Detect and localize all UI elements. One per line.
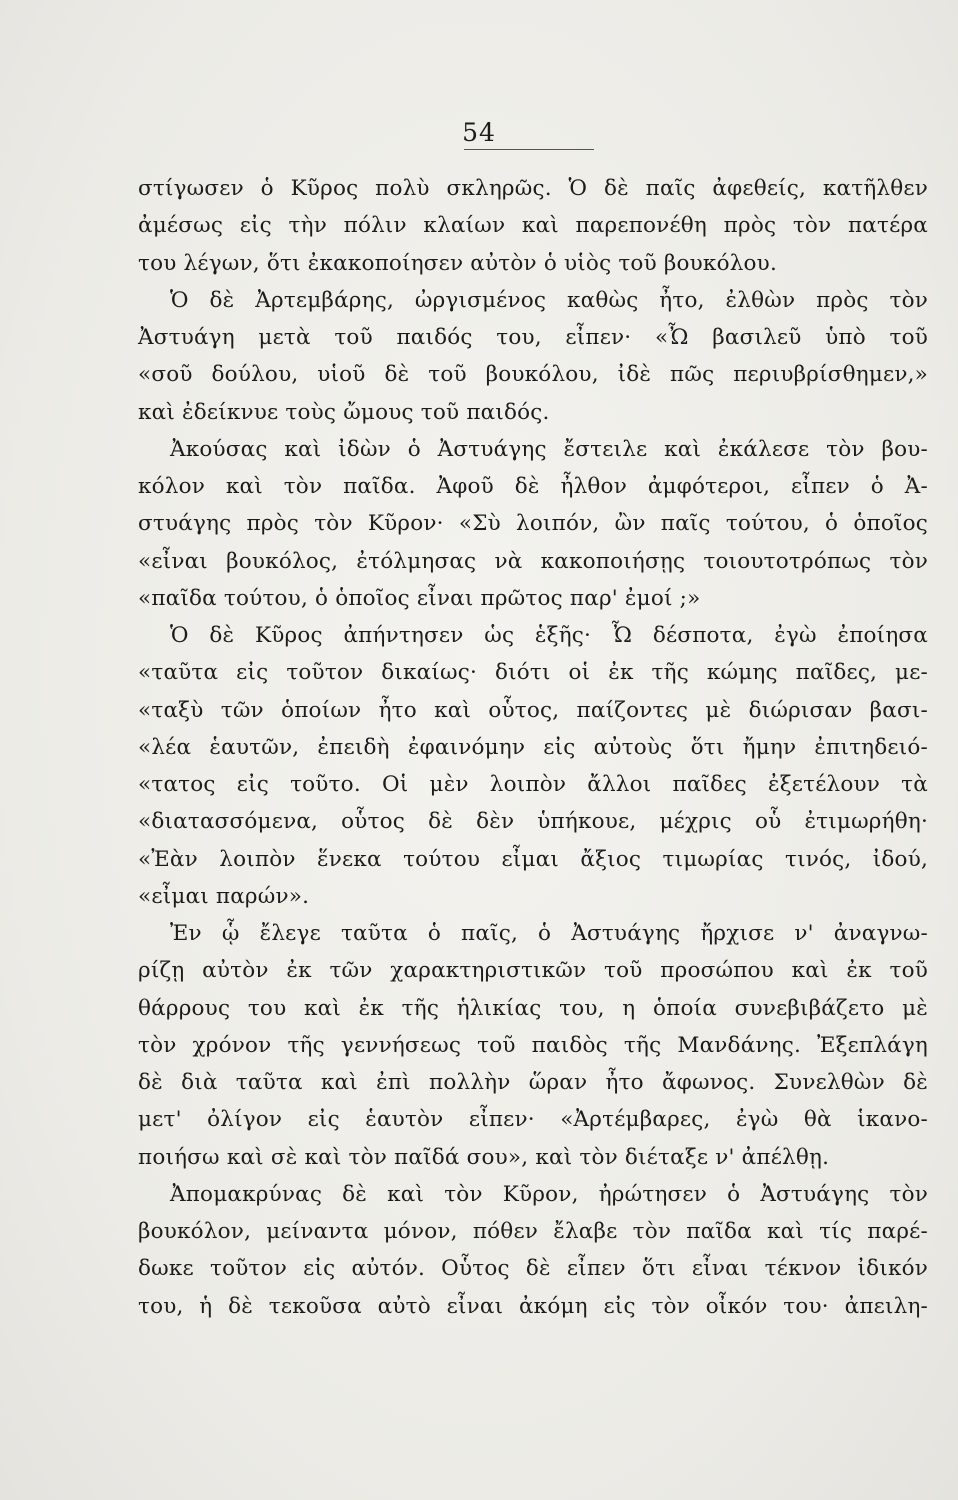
text-line: στίγωσεν ὁ Κῦρος πολὺ σκληρῶς. Ὁ δὲ παῖς ἀφεθείς, κατῆλθεν xyxy=(138,176,928,201)
text-line: μετ' ὀλίγον εἰς ἑαυτὸν εἶπεν· «Ἀρτέμβαρες, ἐγὼ θὰ ἱκανο- xyxy=(138,1107,928,1133)
text-line: «εἶμαι παρών». xyxy=(138,883,310,909)
text-line: ρίζῃ αὐτὸν ἐκ τῶν χαρακτηριστικῶν τοῦ προσώπου καὶ ἐκ τοῦ xyxy=(138,958,928,984)
text-line: Ἐν ᾧ ἔλεγε ταῦτα ὁ παῖς, ὁ Ἀστυάγης ἤρχισε ν' ἀναγνω- xyxy=(170,921,928,946)
text-line: δωκε τοῦτον εἰς αὐτόν. Οὗτος δὲ εἶπεν ὅτι εἶναι τέκνον ἰδικόν xyxy=(138,1256,928,1282)
text-line: καὶ ἐδείκνυε τοὺς ὤμους τοῦ παιδός. xyxy=(138,399,550,425)
text-line: του, ἡ δὲ τεκοῦσα αὐτὸ εἶναι ἀκόμη εἰς τὸν οἶκόν του· ἀπειλη- xyxy=(138,1293,928,1319)
text-line: Ἀκούσας καὶ ἰδὼν ὁ Ἀστυάγης ἔστειλε καὶ ἐκάλεσε τὸν βου- xyxy=(170,436,928,462)
text-line: στυάγης πρὸς τὸν Κῦρον· «Σὺ λοιπόν, ὢν παῖς τούτου, ὁ ὁποῖος xyxy=(138,511,928,537)
text-line: «εἶναι βουκόλος, ἐτόλμησας νὰ κακοποιήσῃς τοιουτοτρόπως τὸν xyxy=(138,548,928,574)
text-line: του λέγων, ὅτι ἐκακοποίησεν αὐτὸν ὁ υἱὸς τοῦ βουκόλου. xyxy=(138,250,777,276)
page-number: 54 xyxy=(462,118,496,147)
text-line: θάρρους του καὶ ἐκ τῆς ἡλικίας του, η ὁποία συνεβιβάζετο μὲ xyxy=(138,995,928,1021)
text-line: ποιήσω καὶ σὲ καὶ τὸν παῖδά σου», καὶ τὸν διέταξε ν' ἀπέλθῃ. xyxy=(138,1144,830,1170)
text-line: «ταξὺ τῶν ὁποίων ἦτο καὶ οὗτος, παίζοντες μὲ διώρισαν βασι- xyxy=(138,697,928,723)
text-line: «σοῦ δούλου, υἱοῦ δὲ τοῦ βουκόλου, ἰδὲ πῶς περιυβρίσθημεν,» xyxy=(138,362,928,388)
text-line: Ἀπομακρύνας δὲ καὶ τὸν Κῦρον, ἠρώτησεν ὁ Ἀστυάγης τὸν xyxy=(170,1181,928,1207)
text-line: τὸν χρόνον τῆς γεννήσεως τοῦ παιδὸς τῆς Μανδάνης. Ἐξεπλάγη xyxy=(138,1032,928,1058)
text-line: «παῖδα τούτου, ὁ ὁποῖος εἶναι πρῶτος παρ' ἐμοί ;» xyxy=(138,585,701,611)
text-line: «τατος εἰς τοῦτο. Οἱ μὲν λοιπὸν ἄλλοι παῖδες ἐξετέλουν τὰ xyxy=(138,772,928,797)
text-line: Ὁ δὲ Κῦρος ἀπήντησεν ὡς ἑξῆς· Ὦ δέσποτα, ἐγὼ ἐποίησα xyxy=(170,623,928,648)
page-number-rule xyxy=(464,149,594,150)
text-line: κόλον καὶ τὸν παῖδα. Ἀφοῦ δὲ ἦλθον ἀμφότεροι, εἶπεν ὁ Ἀ- xyxy=(138,474,928,499)
text-line: Ἀστυάγη μετὰ τοῦ παιδός του, εἶπεν· «Ὦ βασιλεῦ ὑπὸ τοῦ xyxy=(138,325,928,350)
text-line: δὲ διὰ ταῦτα καὶ ἐπὶ πολλὴν ὥραν ἦτο ἄφωνος. Συνελθὼν δὲ xyxy=(138,1070,928,1095)
text-line: Ὁ δὲ Ἀρτεμβάρης, ὠργισμένος καθὼς ἦτο, ἐλθὼν πρὸς τὸν xyxy=(170,287,928,313)
text-line: «Ἐὰν λοιπὸν ἕνεκα τούτου εἶμαι ἄξιος τιμωρίας τινός, ἰδού, xyxy=(138,846,928,872)
text-line: «ταῦτα εἰς τοῦτον δικαίως· διότι οἱ ἐκ τῆς κώμης παῖδες, με- xyxy=(138,660,928,686)
text-line: βουκόλον, μείναντα μόνον, πόθεν ἔλαβε τὸν παῖδα καὶ τίς παρέ- xyxy=(138,1219,928,1244)
body-text xyxy=(138,170,928,1325)
text-line: «διατασσόμενα, οὗτος δὲ δὲν ὑπήκουε, μέχρις οὗ ἐτιμωρήθη· xyxy=(138,809,928,835)
text-line: «λέα ἑαυτῶν, ἐπειδὴ ἐφαινόμην εἰς αὐτοὺς ὅτι ἤμην ἐπιτηδειό- xyxy=(138,734,928,760)
text-line: ἀμέσως εἰς τὴν πόλιν κλαίων καὶ παρεπονέθη πρὸς τὸν πατέρα xyxy=(138,213,928,239)
